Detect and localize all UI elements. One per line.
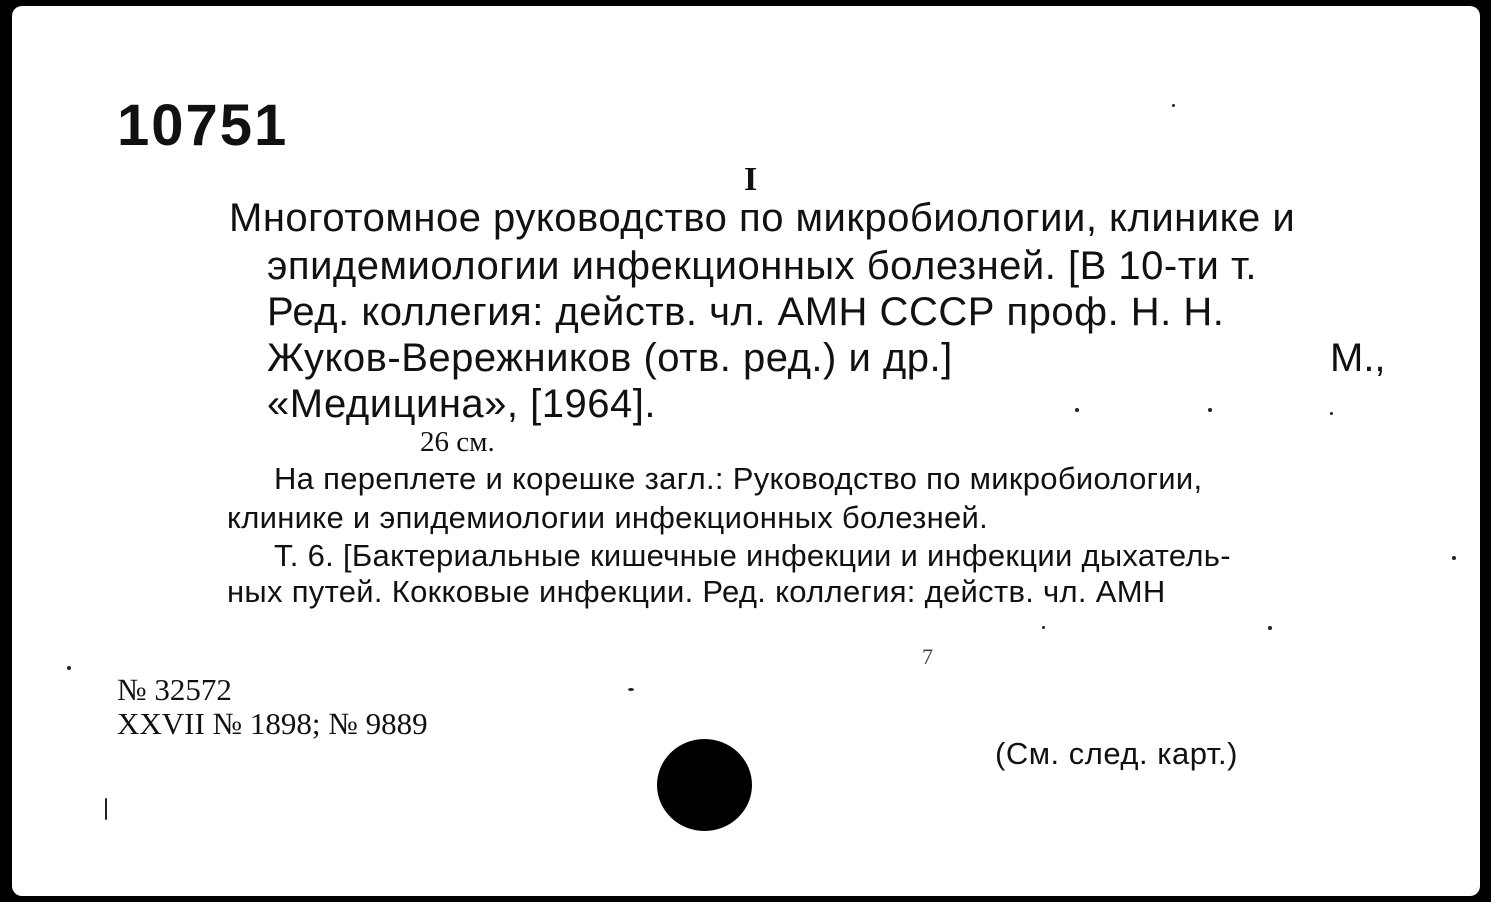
physical-size: 26 см.	[420, 426, 495, 458]
speck	[1042, 626, 1045, 629]
speck	[1330, 412, 1333, 415]
note-line-2: клинике и эпидемиологии инфекционных болезней.	[227, 500, 989, 535]
continued-note: (См. след. карт.)	[995, 736, 1238, 771]
speck	[1208, 408, 1212, 412]
description-line-2: эпидемиологии инфекционных болезней. [В 10-ти т.	[267, 244, 1257, 288]
inventory-number: № 32572	[117, 672, 232, 707]
description-line-5: «Медицина», [1964].	[267, 382, 656, 426]
note-line-4: ных путей. Кокковые инфекции. Ред. коллегия: действ. чл. АМН	[227, 574, 1166, 609]
speck	[628, 688, 634, 691]
description-line-3: Ред. коллегия: действ. чл. АМН СССР проф. Н. Н.	[267, 290, 1225, 334]
speck	[67, 666, 71, 670]
speck	[1075, 408, 1079, 412]
speck	[105, 798, 107, 820]
handwritten-mark: 7	[922, 644, 933, 669]
description-line-1: Многотомное руководство по микробиологии, клинике и	[229, 196, 1296, 240]
note-line-3: Т. 6. [Бактериальные кишечные инфекции и инфекции дыхатель-	[274, 538, 1231, 573]
card-number: 10751	[117, 93, 289, 158]
note-line-1: На переплете и корешке загл.: Руководство по микробиологии,	[274, 461, 1203, 496]
speck	[1452, 556, 1456, 560]
catalog-card	[12, 6, 1480, 896]
description-line-4: Жуков-Вережников (отв. ред.) и др.]	[267, 336, 953, 380]
punch-hole	[657, 739, 752, 831]
speck	[1172, 104, 1175, 107]
inventory-references: XXVII № 1898; № 9889	[117, 706, 428, 741]
volume-marker: I	[744, 161, 758, 198]
speck	[1268, 626, 1272, 630]
publication-place: М.,	[1330, 336, 1386, 380]
